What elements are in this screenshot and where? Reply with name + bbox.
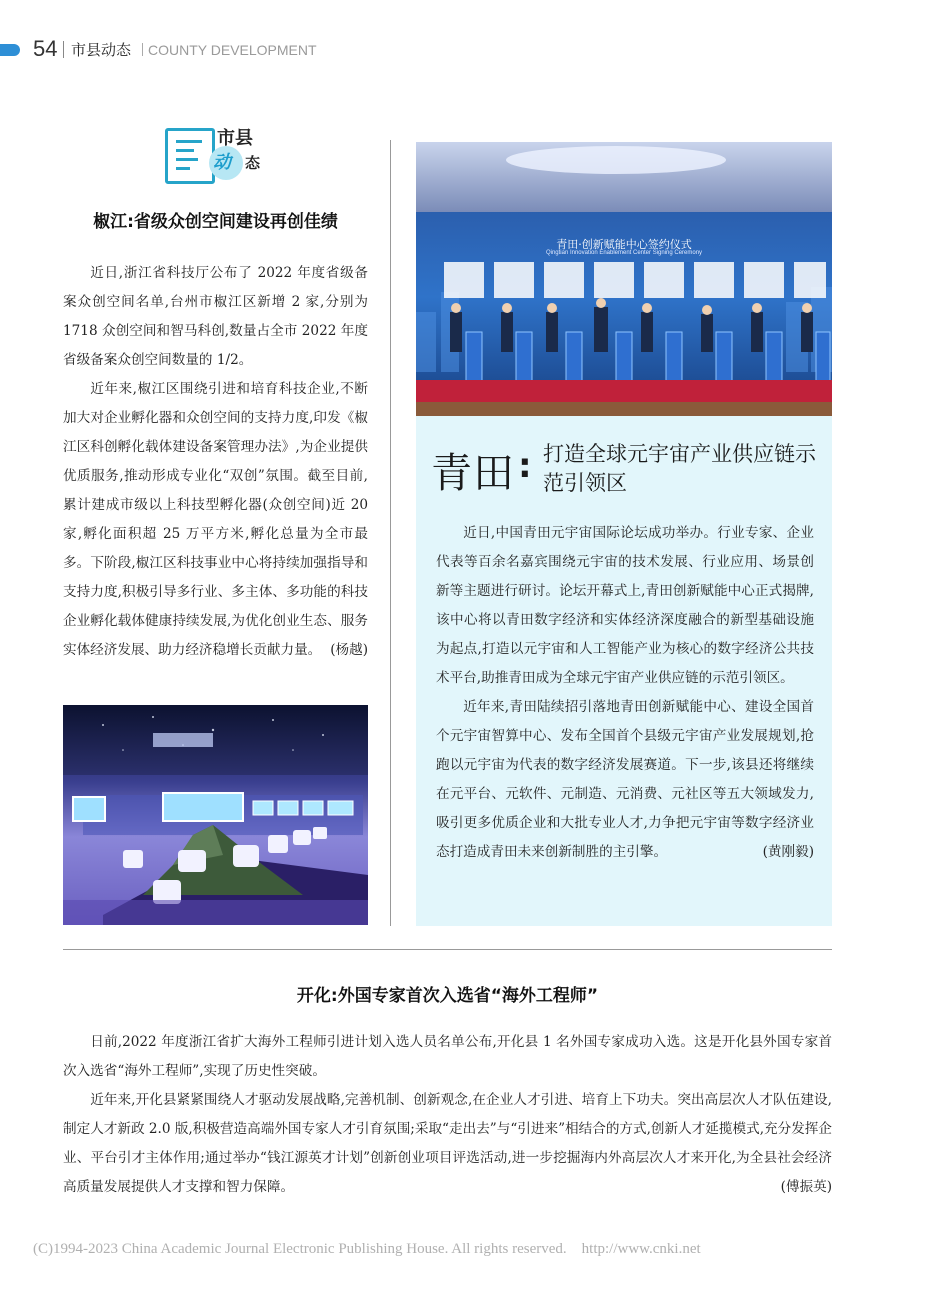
paragraph — [63, 1086, 832, 1202]
footer-url[interactable]: http://www.cnki.net — [581, 1241, 701, 1257]
logo-text: 市县 — [217, 128, 253, 149]
byline: (黄刚毅) — [762, 844, 814, 860]
column-logo — [165, 126, 275, 186]
section-title-en: COUNTY DEVELOPMENT — [148, 42, 317, 58]
paragraph: 日前,2022 年度浙江省扩大海外工程师引进计划入选人员名单公布,开化县 1 名外国专家成功入选。这是开化县外国专家首次入选省“海外工程师”,实现了历史性突破。 — [63, 1034, 832, 1079]
article-body — [63, 1028, 832, 1202]
document-icon — [165, 128, 215, 184]
paragraph-text: 近年来,开化县紧紧围绕人才驱动发展战略,完善机制、创新观念,在企业人才引进、培育上下功夫。突出高层次人才队伍建设,制定人才新政 2.0 版,积极营造高端外国专家人才引育氛围;采取“走出去”与“引进来”相结合的方式,创新人才延揽模式,充分发挥企业、平台引才主体作用;通过举办“钱江源英才计划”创新创业项目评选活动,进一步挖掘海内外高层次人才来开化,为全县社会经济高质量发展提供人才支撑和智力保障。 — [63, 1092, 832, 1195]
article-headline: 椒江:省级众创空间建设再创佳绩 — [93, 212, 338, 232]
article-title-sub: 打造全球元宇宙产业供应链示范引领区 — [543, 442, 816, 495]
exhibition-hall-photo — [63, 705, 368, 925]
paragraph — [436, 693, 814, 867]
signing-ceremony-photo — [416, 142, 832, 416]
photo-banner-text-en: Qingtian Innovation Enablement Center Signing Ceremony — [545, 250, 703, 256]
header-divider — [63, 41, 64, 58]
byline: (杨越) — [330, 642, 368, 658]
logo-text: 态 — [245, 154, 261, 172]
article-title-colon: : — [518, 446, 532, 486]
section-divider — [63, 949, 832, 950]
copyright-footer — [33, 1241, 701, 1258]
article-title-main: 青田 — [431, 449, 515, 497]
paragraph — [63, 375, 368, 665]
article-body — [63, 259, 368, 665]
paragraph-text: 近年来,椒江区围绕引进和培育科技企业,不断加大对企业孵化器和众创空间的支持力度,印发《椒江区科创孵化载体建设备案管理办法》,为企业提供优质服务,推动形成专业化“双创”氛围。截至目前,累计建成市级以上科技型孵化器(众创空间)近 20 家,孵化面积超 25 万平方米,孵化总量为全市最多。下阶段,椒江区科技事业中心将持续加强指导和支持力度,积极引导多行业、多主体、多功能的科技企业孵化载体健康持续发展,为优化创业生态、服务实体经济发展、助力经济稳增长贡献力量。 — [63, 381, 368, 658]
photo-banner-text: 青田·创新赋能中心签约仪式 — [556, 238, 692, 251]
paragraph-text: 近年来,青田陆续招引落地青田创新赋能中心、建设全国首个元宇宙智算中心、发布全国首个县级元宇宙产业发展规划,抢跑以元宇宙为代表的数字经济发展赛道。下一步,该县还将继续在元平台、元软件、元制造、元消费、元社区等五大领域发力,吸引更多优质企业和大批专业人才,力争把元宇宙等数字经济业态打造成青田未来创新制胜的主引擎。 — [436, 699, 814, 860]
column-divider — [390, 140, 391, 926]
article-headline: 开化:外国专家首次入选省“海外工程师” — [296, 986, 599, 1006]
header-tab-marker — [0, 44, 20, 56]
article-body — [436, 519, 814, 867]
copyright-text: (C)1994-2023 China Academic Journal Electronic Publishing House. All rights reserved. — [33, 1241, 567, 1257]
paragraph: 近日,浙江省科技厅公布了 2022 年度省级备案众创空间名单,台州市椒江区新增 2 家,分别为 1718 众创空间和智马科创,数量占全市 2022 年度省级备案众创空间数量的 1/2。 — [63, 265, 368, 368]
byline: (傅振英) — [780, 1179, 832, 1195]
section-title-cn: 市县动态 — [71, 41, 132, 59]
page-number: 54 — [33, 36, 58, 61]
paragraph: 近日,中国青田元宇宙国际论坛成功举办。行业专家、企业代表等百余名嘉宾围绕元宇宙的技术发展、行业应用、场景创新等主题进行研讨。论坛开幕式上,青田创新赋能中心正式揭牌,该中心将以青田数字经济和实体经济深度融合的新型基础设施为起点,打造以元宇宙和人工智能产业为核心的数字经济公共技术平台,助推青田成为全球元宇宙产业供应链的示范引领区。 — [436, 525, 814, 686]
header-divider — [142, 43, 143, 56]
logo-text: 动 — [213, 152, 231, 173]
